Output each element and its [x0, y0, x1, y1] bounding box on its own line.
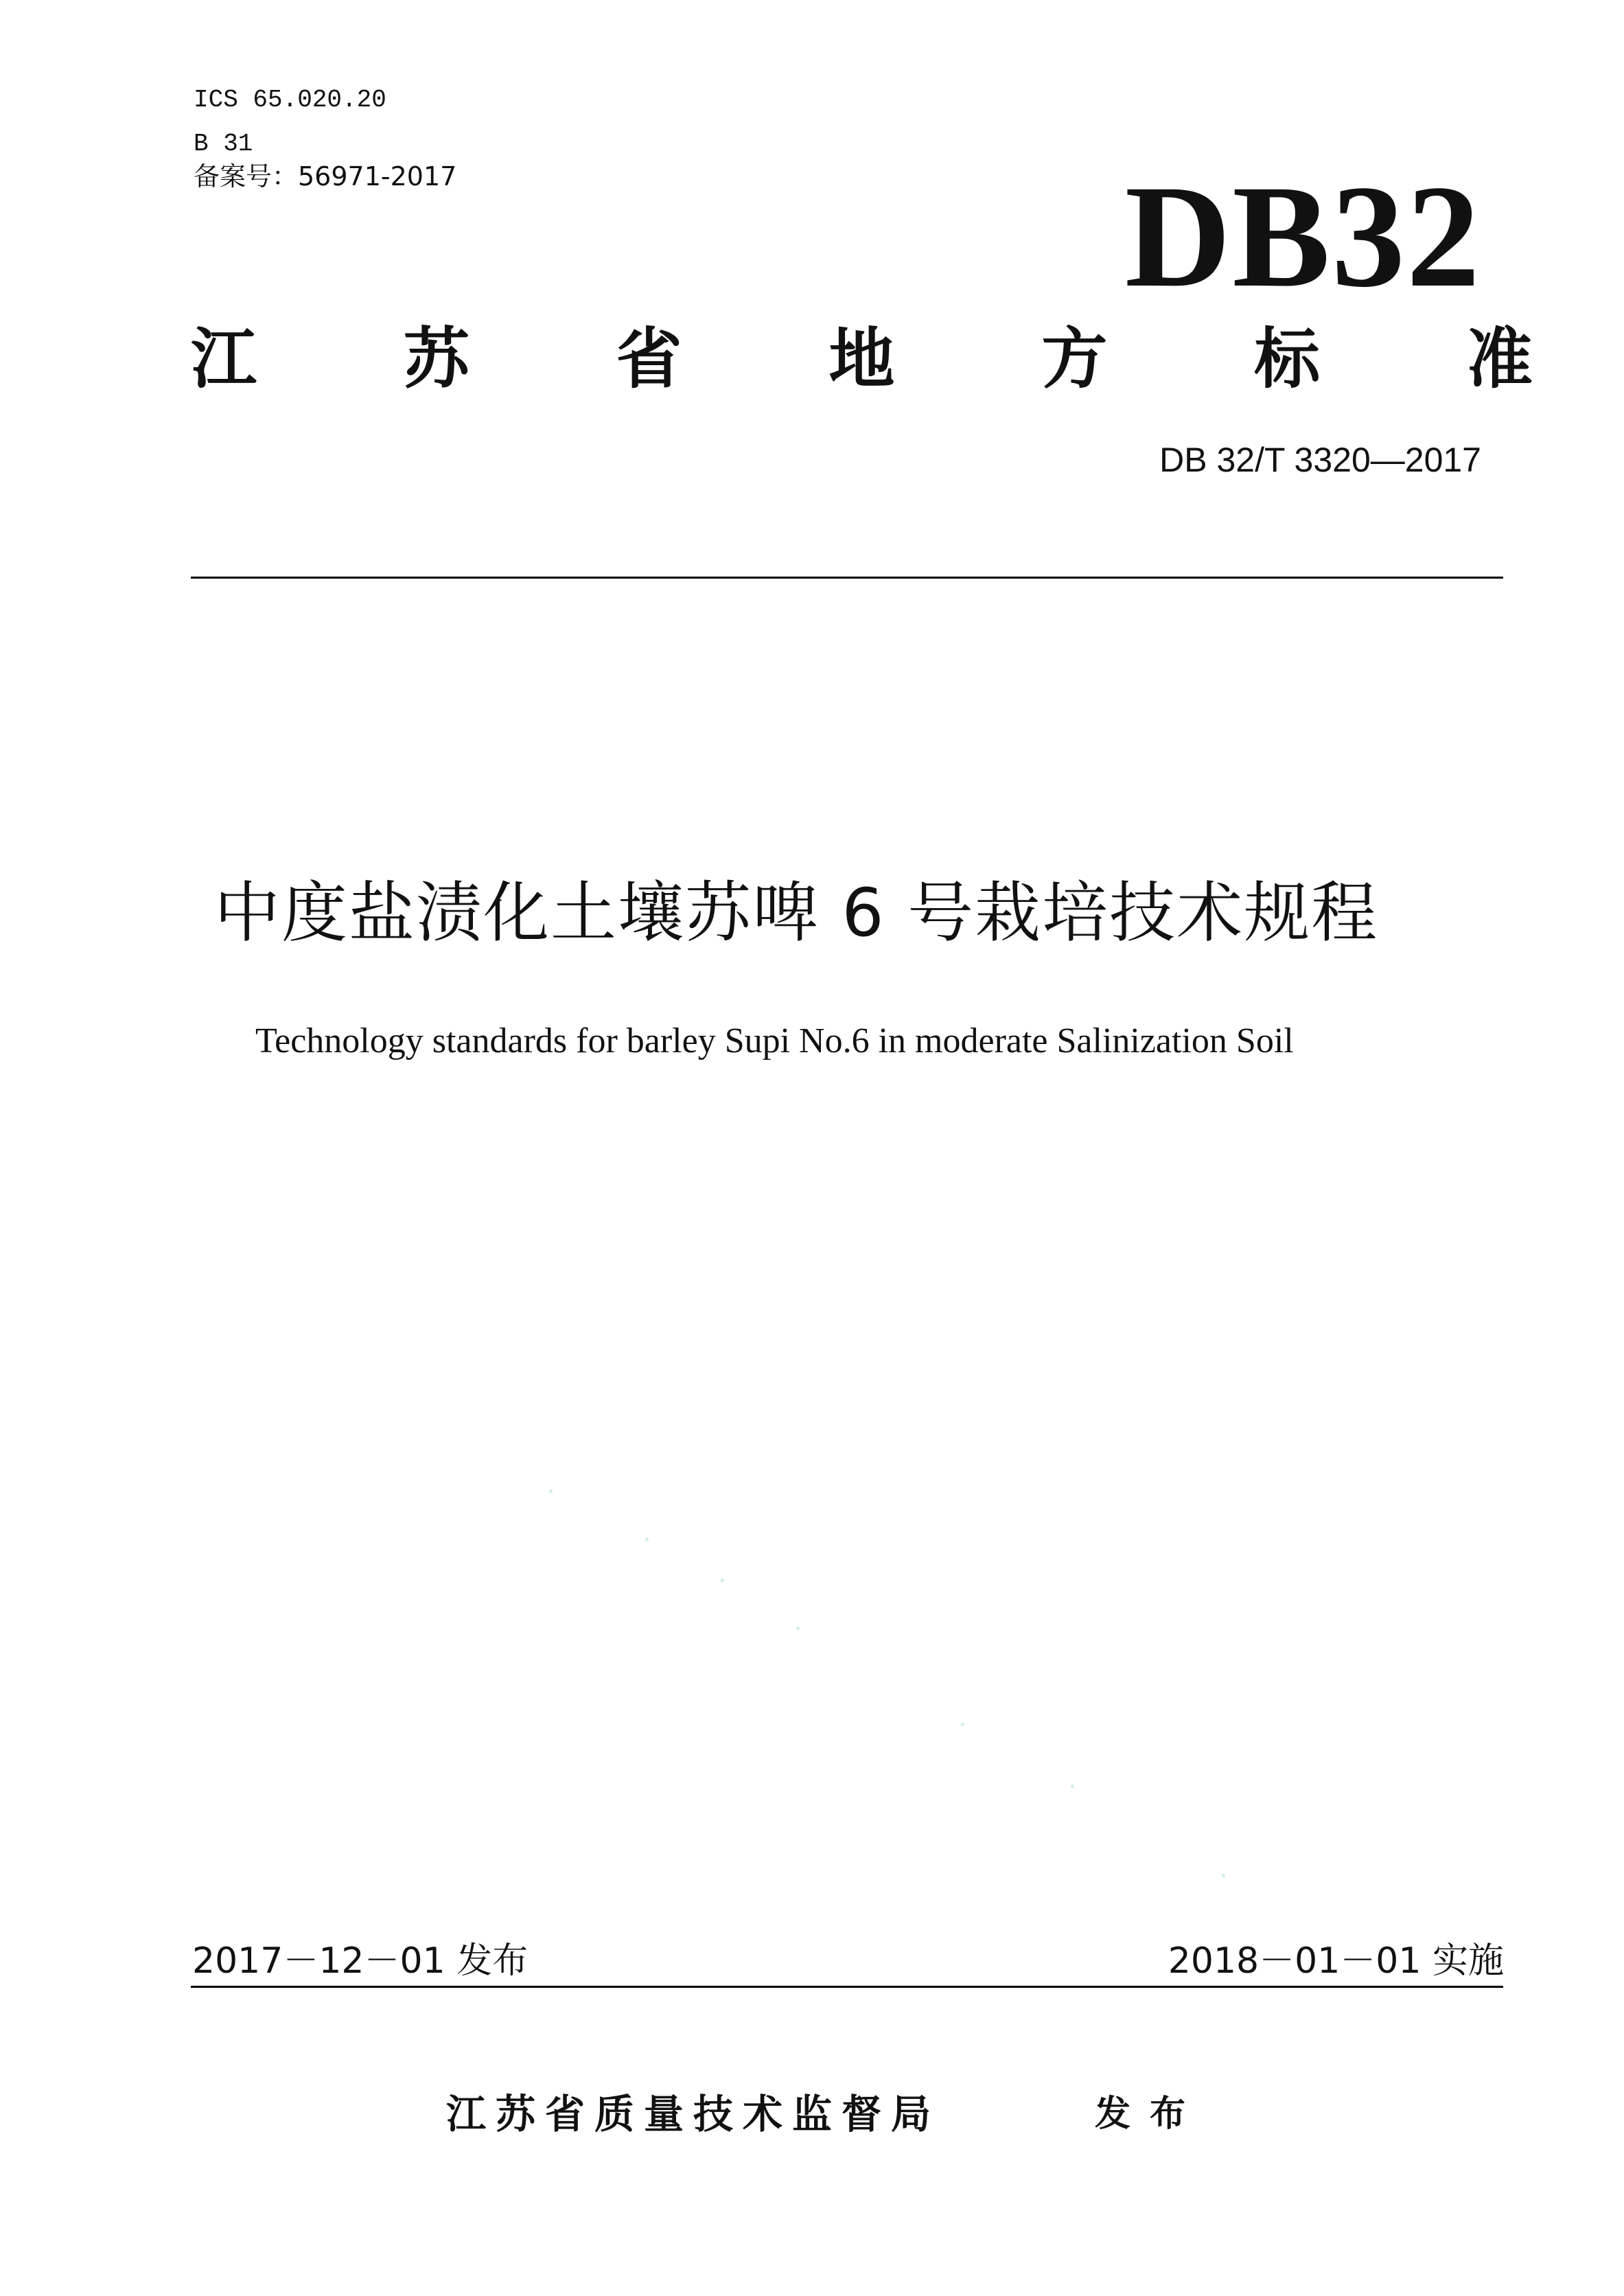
- province-standard-heading: [191, 321, 1533, 397]
- heading-char: 标: [1254, 321, 1321, 397]
- ics-code: ICS 65.020.20: [194, 86, 386, 114]
- heading-char: 苏: [403, 321, 469, 397]
- issuing-authority: 江苏省质量技术监督局: [446, 2091, 941, 2137]
- scan-speck: [645, 1538, 649, 1541]
- scan-speck: [549, 1489, 553, 1493]
- ccs-code: B 31: [194, 130, 253, 158]
- implementation-date: 2018－01－01 实施: [1168, 1940, 1504, 1982]
- scan-speck: [961, 1723, 964, 1726]
- db-code-logo: DB32: [1124, 155, 1481, 318]
- document-title-english: Technology standards for barley Supi No.6 in moderate Salinization Soil: [255, 1021, 1294, 1060]
- heading-char: 准: [1466, 321, 1533, 397]
- issue-date: 2017－12－01 发布: [192, 1940, 529, 1982]
- scan-speck: [1222, 1874, 1225, 1877]
- heading-char: 江: [191, 321, 257, 397]
- header-divider: [191, 577, 1503, 579]
- scan-speck: [721, 1579, 724, 1582]
- document-title-chinese: 中度盐渍化土壤苏啤 6 号栽培技术规程: [214, 874, 1379, 951]
- filing-number: 备案号：56971-2017: [194, 161, 457, 192]
- heading-char: 省: [616, 321, 682, 397]
- scan-speck: [1071, 1785, 1074, 1788]
- heading-char: 方: [1041, 321, 1108, 397]
- scan-speck: [796, 1627, 800, 1630]
- heading-char: 地: [828, 321, 895, 397]
- standard-number: DB 32/T 3320—2017: [1159, 441, 1481, 479]
- footer-divider: [191, 1986, 1503, 1988]
- issued-label: 发布: [1095, 2094, 1205, 2135]
